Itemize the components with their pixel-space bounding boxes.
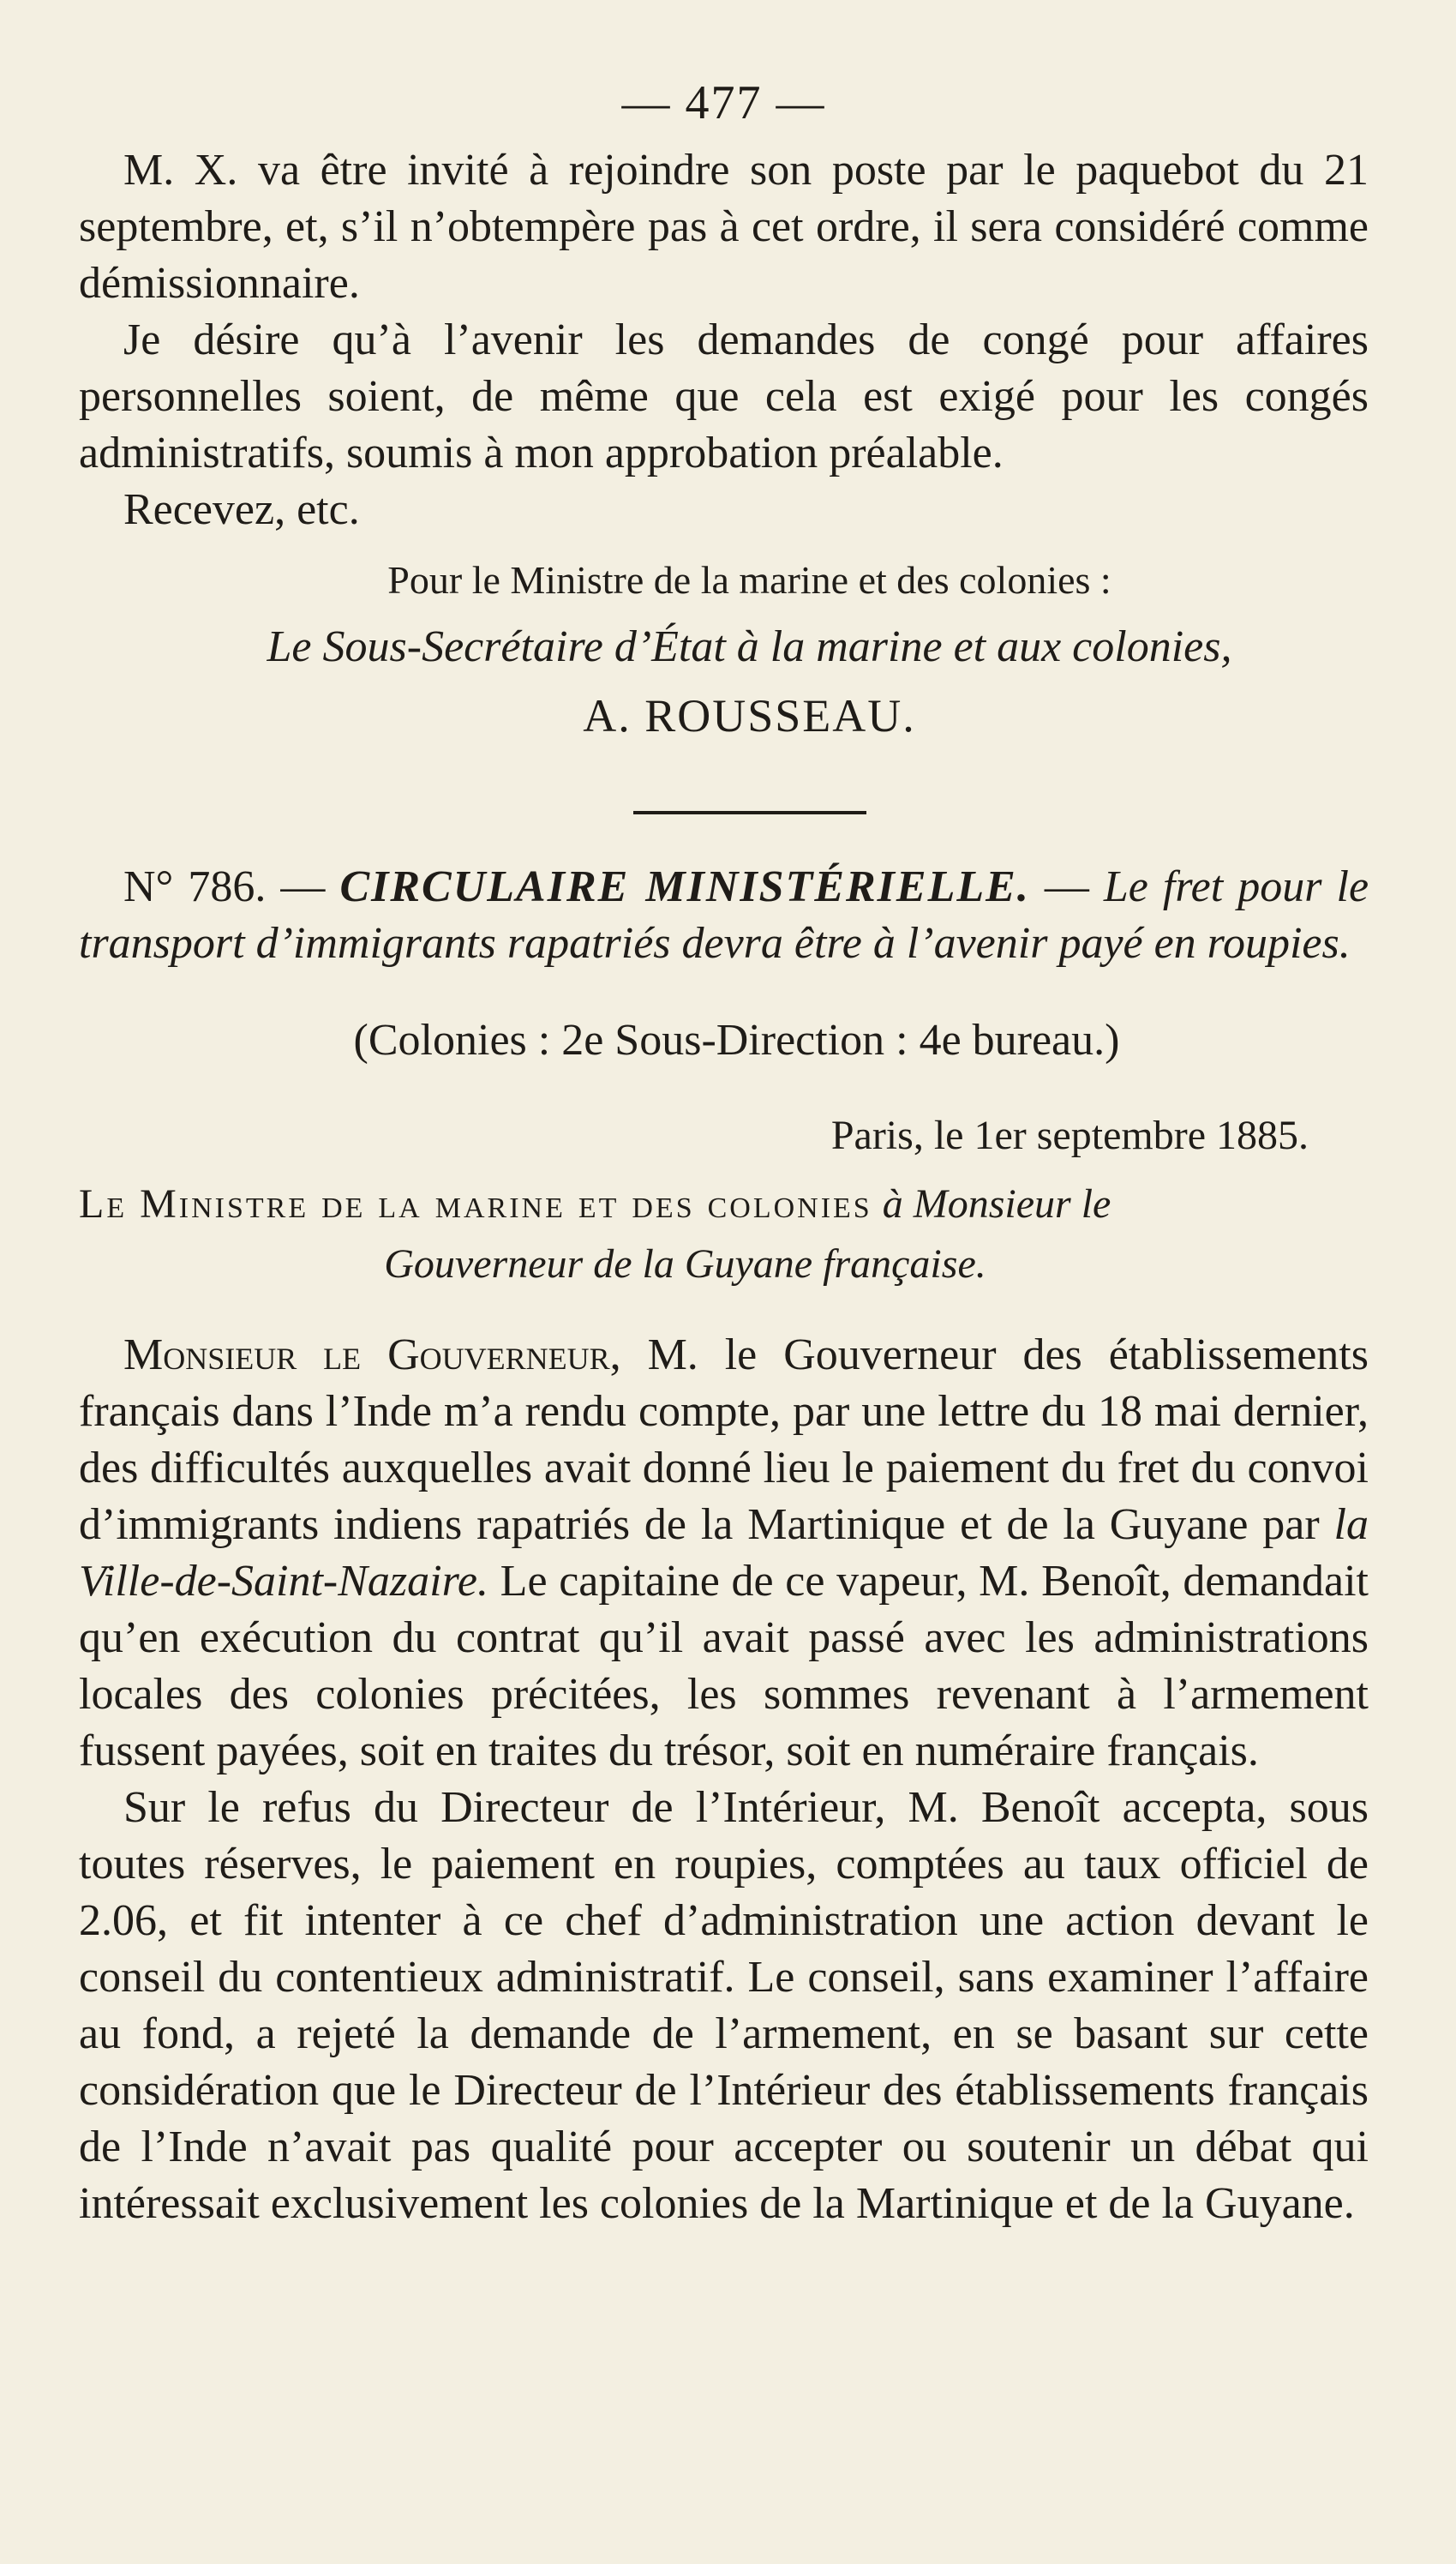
paragraph-conges: Je désire qu’à l’avenir les demandes de congé pour affaires personnelles soient, de même que cela est exigé pour les congés administratifs, soumis à mon approbation préalable. xyxy=(79,315,1369,477)
paragraph-poste: M. X. va être invité à rejoindre son poste par le paquebot du 21 septembre, et, s’il n’obtempère pas à cet ordre, il sera considéré comme démissionnaire. xyxy=(79,146,1369,308)
body-text: M. le Gouverneur des établissements français dans l’Inde m’a rendu compte, par une lettre du 18 mai dernier, des difficultés auxquelles avait donné lieu le paiement du fret du convoi d’immigrants indiens rapatriés de la Martinique et de la Guyane par xyxy=(79,1330,1369,1549)
salutation: Monsieur le Gouverneur, xyxy=(123,1330,621,1379)
heading-dash: — xyxy=(1029,862,1104,911)
circular-number: N° 786. xyxy=(123,862,267,911)
body-text: Le capitaine de ce vapeur, M. Benoît, demandait qu’en exécution du contrat qu’il avait passé avec les administrations locales des colonies précitées, les sommes revenant à l’armement fussent payées, soit en traites du trésor, soit en numéraire français. xyxy=(79,1557,1369,1775)
address-sender: Le Ministre de la marine et des colonies xyxy=(79,1181,872,1227)
circular-subject: Le fret pour le transport d’immigrants rapatriés devra être à l’avenir payé en roupies. xyxy=(79,862,1369,968)
letter-body xyxy=(79,1327,1369,2232)
circular-dateline: Paris, le 1er septembre 1885. xyxy=(830,1113,1309,1158)
signature-line-minister: Pour le Ministre de la marine et des colonies : xyxy=(387,558,1111,602)
circular-heading xyxy=(79,859,1369,972)
section-divider xyxy=(633,811,866,814)
circular-title: CIRCULAIRE MINISTÉRIELLE. xyxy=(339,862,1030,911)
circular-address xyxy=(79,1174,1369,1294)
page-number: — 477 — xyxy=(621,76,826,129)
address-recipient-end: Gouverneur de la Guyane française. xyxy=(384,1241,986,1287)
ship-name: la Ville-de-Saint-Nazaire. xyxy=(79,1500,1369,1606)
body-paragraph-2: Sur le refus du Directeur de l’Intérieur, M. Benoît accepta, sous toutes réserves, le paiement en roupies, comptées au taux officiel de 2.06, et fit intenter à ce chef d’administration une action devant le conseil du contentieux administratif. Le conseil, sans examiner l’affaire au fond, a rejeté la demande de l’armement, en se basant sur cette considération que le Directeur de l’Intérieur des établissements français de l’Inde n’avait pas qualité pour accepter ou soutenir un débat qui intéressait exclusivement les colonies de la Martinique et de la Guyane. xyxy=(79,1783,1369,2228)
address-recipient-start: à Monsieur le xyxy=(872,1181,1111,1227)
paragraph-recevez: Recevez, etc. xyxy=(123,485,360,534)
document-page xyxy=(79,69,1369,2520)
heading-dash: — xyxy=(266,862,340,911)
circular-direction: (Colonies : 2e Sous-Direction : 4e bureau.) xyxy=(353,1016,1120,1065)
body-paragraph-1 xyxy=(79,1327,1369,1780)
signature-name: A. ROUSSEAU. xyxy=(583,690,916,742)
signature-line-secretary: Le Sous-Secrétaire d’État à la marine et aux colonies, xyxy=(267,622,1232,671)
